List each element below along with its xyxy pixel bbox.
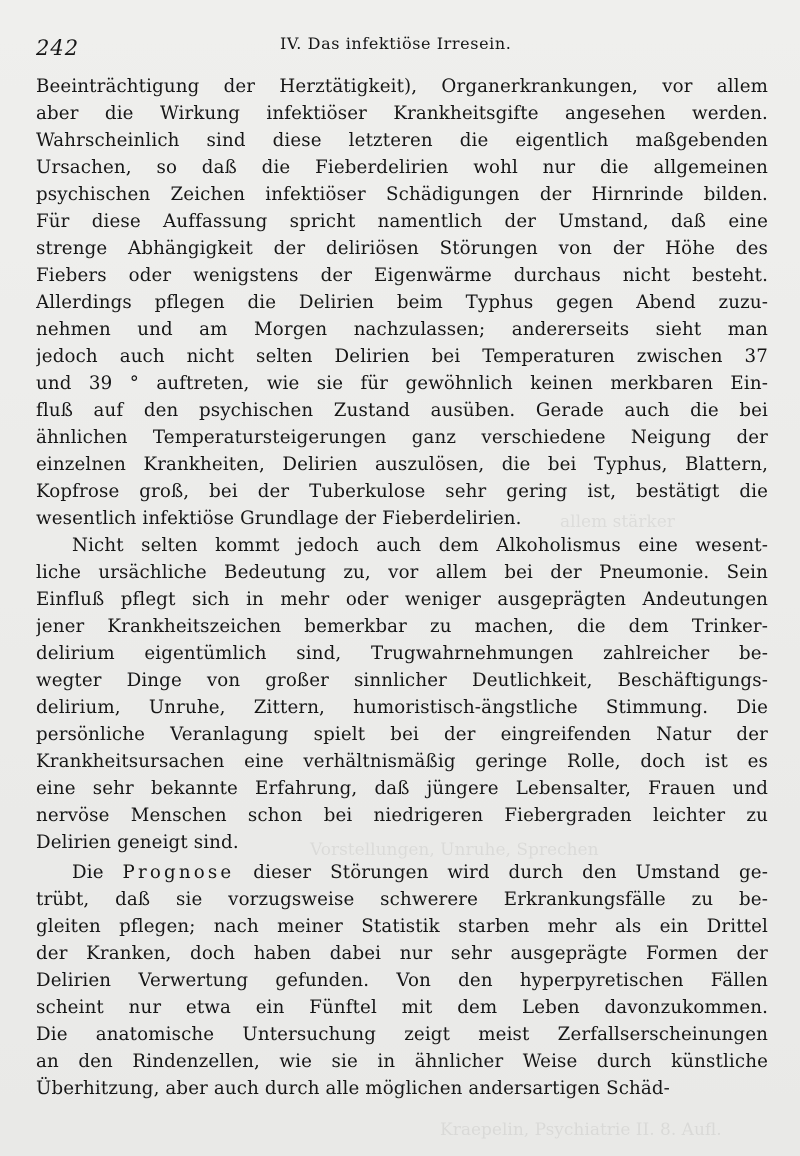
paragraph — [36, 73, 768, 532]
text-line: jedoch auch nicht selten Delirien bei Temperaturen zwischen 37 — [36, 346, 768, 367]
text-line: eine sehr bekannte Erfahrung, daß jüngere Lebensalter, Frauen und — [36, 778, 768, 799]
text-line: und 39 ° auftreten, wie sie für gewöhnlich keinen merkbaren Ein- — [36, 373, 768, 394]
page-header — [36, 30, 768, 60]
text-line: Beeinträchtigung der Herztätigkeit), Organerkrankungen, vor allem — [36, 76, 768, 97]
text-line: jener Krankheitszeichen bemerkbar zu machen, die dem Trinker- — [36, 616, 768, 637]
text-line: der Kranken, doch haben dabei nur sehr ausgeprägte Formen der — [36, 943, 768, 964]
text-line: gleiten pflegen; nach meiner Statistik starben mehr als ein Drittel — [36, 916, 768, 937]
text-line: nehmen und am Morgen nachzulassen; andererseits sieht man — [36, 319, 768, 340]
text-line: ähnlichen Temperatursteigerungen ganz verschiedene Neigung der — [36, 427, 768, 448]
text-line: Überhitzung, aber auch durch alle möglichen andersartigen Schäd- — [36, 1078, 670, 1099]
bleed-through-mark: Vorstellungen, Unruhe, Sprechen — [310, 840, 599, 860]
text-line: Die anatomische Untersuchung zeigt meist Zerfallserscheinungen — [36, 1024, 768, 1045]
text-line: delirium, Unruhe, Zittern, humoristisch-ängstliche Stimmung. Die — [36, 697, 768, 718]
text-line: Fiebers oder wenigstens der Eigenwärme durchaus nicht besteht. — [36, 265, 768, 286]
text-line: nervöse Menschen schon bei niedrigeren Fiebergraden leichter zu — [36, 805, 768, 826]
text-line: Die Prognose dieser Störungen wird durch den Umstand ge- — [72, 862, 768, 883]
text-line: liche ursächliche Bedeutung zu, vor allem bei der Pneumonie. Sein — [36, 562, 768, 583]
text-line: fluß auf den psychischen Zustand ausüben. Gerade auch die bei — [36, 400, 768, 421]
emphasized-word: Prognose — [122, 862, 235, 883]
text-line: Für diese Auffassung spricht namentlich der Umstand, daß eine — [36, 211, 768, 232]
text-line: Ursachen, so daß die Fieberdelirien wohl nur die allgemeinen — [36, 157, 768, 178]
text-line: Krankheitsursachen eine verhältnismäßig geringe Rolle, doch ist es — [36, 751, 768, 772]
paragraph — [36, 859, 768, 1102]
text-line: psychischen Zeichen infektiöser Schädigungen der Hirnrinde bilden. — [36, 184, 768, 205]
text-line: Allerdings pflegen die Delirien beim Typhus gegen Abend zuzu- — [36, 292, 768, 313]
text-line: Kopfrose groß, bei der Tuberkulose sehr gering ist, bestätigt die — [36, 481, 768, 502]
text-line: wesentlich infektiöse Grundlage der Fieberdelirien. — [36, 508, 522, 529]
text-line: Wahrscheinlich sind diese letzteren die eigentlich maßgebenden — [36, 130, 768, 151]
text-line: strenge Abhängigkeit der deliriösen Störungen von der Höhe des — [36, 238, 768, 259]
text-line: scheint nur etwa ein Fünftel mit dem Leben davonzukommen. — [36, 997, 768, 1018]
bleed-through-mark: Kraepelin, Psychiatrie II. 8. Aufl. — [440, 1120, 722, 1140]
running-title: IV. Das infektiöse Irresein. — [280, 34, 512, 53]
text-line: wegter Dinge von großer sinnlicher Deutlichkeit, Beschäftigungs- — [36, 670, 768, 691]
text-line: persönliche Veranlagung spielt bei der eingreifenden Natur der — [36, 724, 768, 745]
text-line: Delirien Verwertung gefunden. Von den hyperpyretischen Fällen — [36, 970, 768, 991]
text-line: delirium eigentümlich sind, Trugwahrnehmungen zahlreicher be- — [36, 643, 768, 664]
body-text — [36, 73, 768, 1102]
text-line: Einfluß pflegt sich in mehr oder weniger ausgeprägten Andeutungen — [36, 589, 768, 610]
paragraph — [36, 532, 768, 856]
text-line: an den Rindenzellen, wie sie in ähnlicher Weise durch künstliche — [36, 1051, 768, 1072]
bleed-through-mark: allem stärker — [560, 512, 675, 532]
text-line: einzelnen Krankheiten, Delirien auszulösen, die bei Typhus, Blattern, — [36, 454, 768, 475]
text-line: trübt, daß sie vorzugsweise schwerere Erkrankungsfälle zu be- — [36, 889, 768, 910]
text-line: Nicht selten kommt jedoch auch dem Alkoholismus eine wesent- — [72, 535, 768, 556]
page-number: 242 — [36, 36, 80, 60]
text-line: Delirien geneigt sind. — [36, 832, 239, 853]
text-line: aber die Wirkung infektiöser Krankheitsgifte angesehen werden. — [36, 103, 768, 124]
